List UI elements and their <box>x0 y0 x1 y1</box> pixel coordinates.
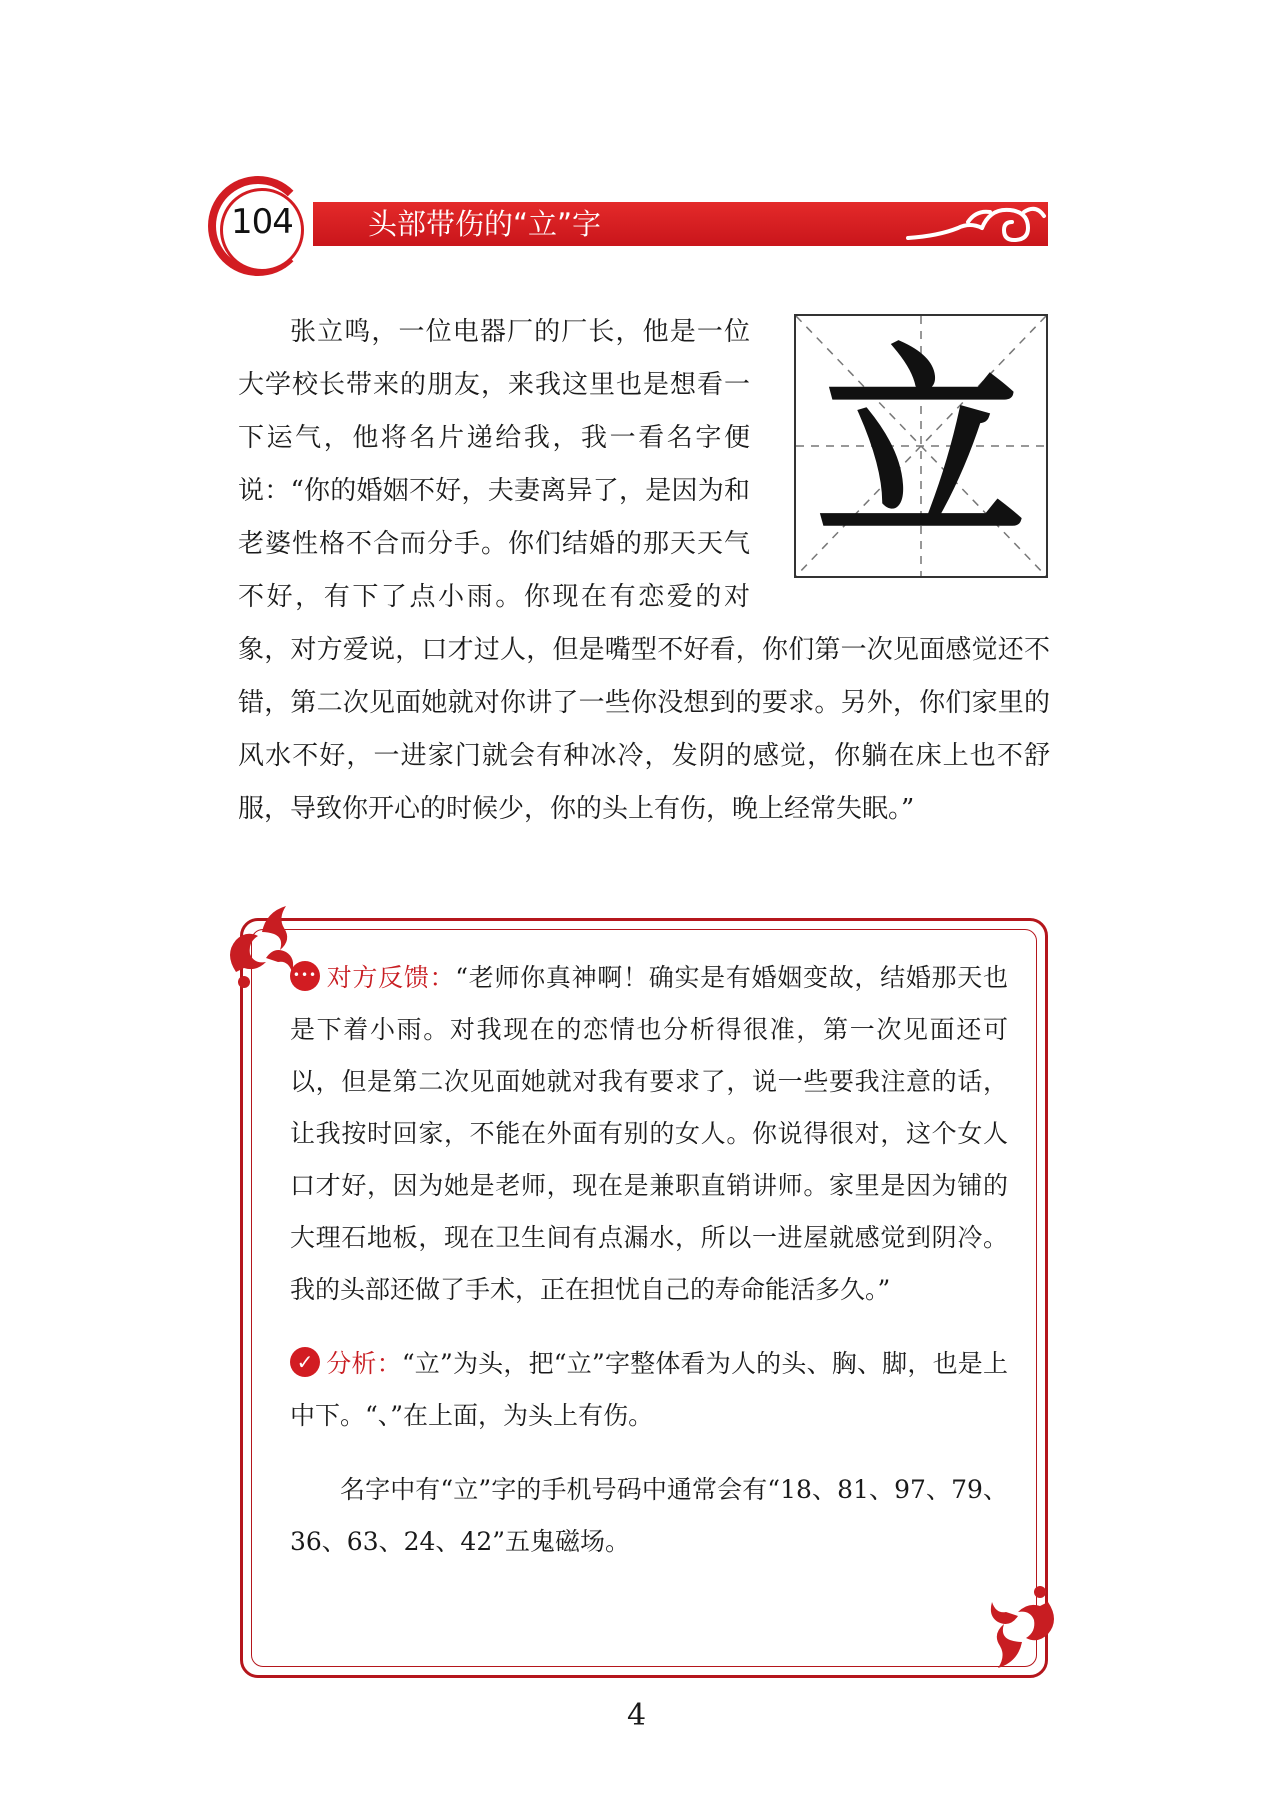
note-paragraph: 名字中有“立”字的手机号码中通常会有“18、81、97、79、36、63、24、42”五鬼磁场。 <box>290 1475 1008 1556</box>
character-card <box>794 314 1050 580</box>
section-number: 104 <box>231 202 293 242</box>
analysis-paragraph <box>290 1338 1008 1442</box>
feedback-paragraph <box>290 952 1008 1316</box>
section-title: 头部带伤的“立”字 <box>368 207 602 241</box>
feedback-label: 对方反馈： <box>326 963 456 992</box>
flame-ornament-bottom-icon <box>978 1580 1062 1672</box>
cloud-ornament-icon <box>898 198 1048 250</box>
feedback-content <box>290 952 1008 1568</box>
intro-section <box>238 306 1050 836</box>
character-glyph: 立 <box>815 323 1026 570</box>
analysis-text: “立”为头，把“立”字整体看为人的头、胸、脚，也是上中下。“、”在上面，为头上有伤。 <box>290 1349 1008 1430</box>
intro-paragraph: 张立鸣，一位电器厂的厂长，他是一位大学校长带来的朋友，来我这里也是想看一下运气，他将名片递给我，我一看名字便说：“你的婚姻不好，夫妻离异了，是因为和老婆性格不合而分手。你们结婚的那天天气不好，有下了点小雨。你现在有恋爱的对象，对方爱说，口才过人，但是嘴型不好看，你们第一次见面感觉还不错，第二次见面她就对你讲了一些你没想到的要求。另外，你们家里的风水不好，一进家门就会有种冰冷，发阴的感觉，你躺在床上也不舒服，导致你开心的时候少，你的头上有伤，晚上经常失眠。” <box>238 317 1050 824</box>
section-header <box>208 176 1050 284</box>
page-number: 4 <box>626 1698 647 1733</box>
speech-bubble-icon <box>290 961 320 991</box>
character-grid <box>794 314 1048 578</box>
feedback-text: “老师你真神啊！确实是有婚姻变故，结婚那天也是下着小雨。对我现在的恋情也分析得很准，第一次见面还可以，但是第二次见面她就对我有要求了，说一些要我注意的话，让我按时回家，不能在外面有别的女人。你说得很对，这个女人口才好，因为她是老师，现在是兼职直销讲师。家里是因为铺的大理石地板，现在卫生间有点漏水，所以一进屋就感觉到阴冷。我的头部还做了手术，正在担忧自己的寿命能活多久。” <box>290 963 1008 1304</box>
check-icon <box>290 1347 320 1377</box>
analysis-label: 分析： <box>326 1349 402 1378</box>
